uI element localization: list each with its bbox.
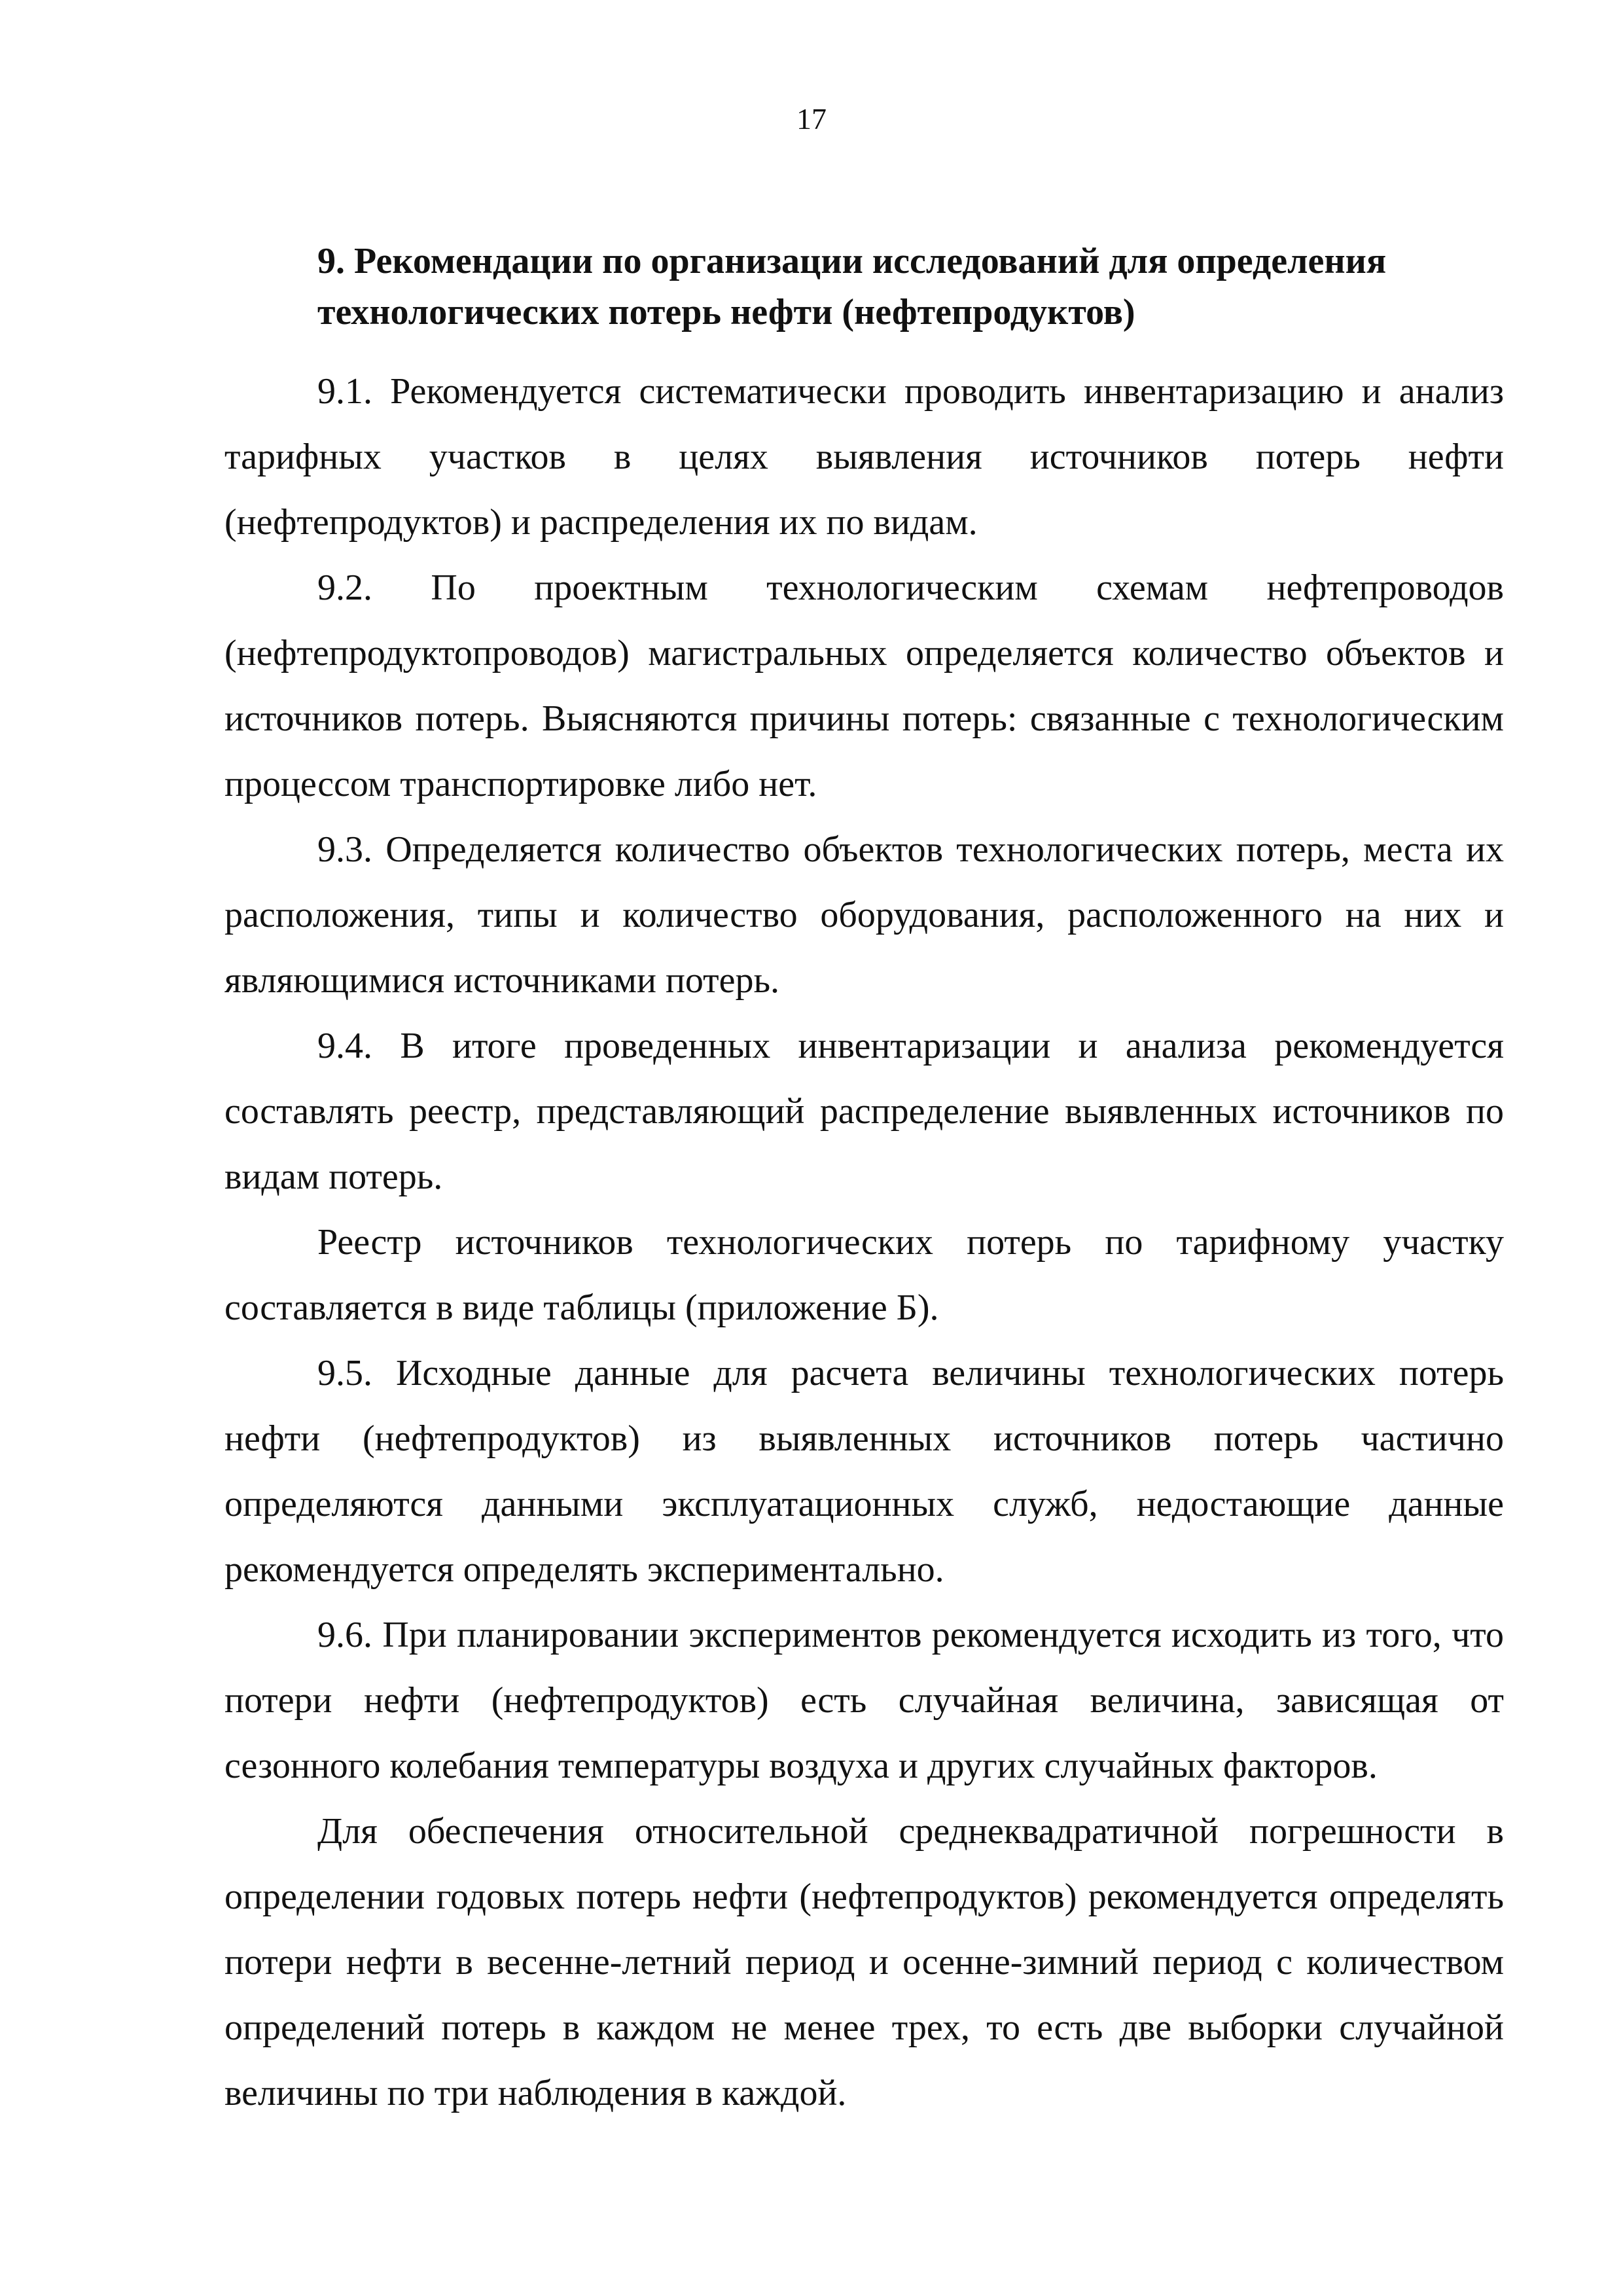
- page-number: 17: [796, 102, 827, 135]
- paragraph-accuracy: Для обеспечения относительной среднеквадратичной погрешности в определении годовых потерь нефти (нефтепродуктов) рекомендуется определять потери нефти в весенне-летний период и осенне-зимний период с количеством определений потерь в каждом не менее трех, то есть две выборки случайной величины по три наблюдения в каждой.: [224, 1811, 1504, 2113]
- section-heading-line-1: 9. Рекомендации по организации исследований для определения: [317, 241, 1387, 281]
- section-body: [224, 359, 1504, 2126]
- paragraph-9-6: 9.6. При планировании экспериментов рекомендуется исходить из того, что потери нефти (нефтепродуктов) есть случайная величина, зависящая от сезонного колебания температуры воздуха и других случайных факторов.: [224, 1615, 1504, 1786]
- paragraph-9-2: 9.2. По проектным технологическим схемам нефтепроводов (нефтепродуктопроводов) магистральных определяется количество объектов и источников потерь. Выясняются причины потерь: связанные с технологическим процессом транспортировке либо нет.: [224, 567, 1504, 804]
- section-heading: [317, 236, 1528, 338]
- paragraph-registry: Реестр источников технологических потерь по тарифному участку составляется в виде таблицы (приложение Б).: [224, 1222, 1504, 1328]
- paragraph-9-5: 9.5. Исходные данные для расчета величины технологических потерь нефти (нефтепродуктов) из выявленных источников потерь частично определяются данными эксплуатационных служб, недостающие данные рекомендуется определять экспериментально.: [224, 1353, 1504, 1590]
- paragraph-9-1: 9.1. Рекомендуется систематически проводить инвентаризацию и анализ тарифных участков в целях выявления источников потерь нефти (нефтепродуктов) и распределения их по видам.: [224, 371, 1504, 543]
- paragraph-9-4: 9.4. В итоге проведенных инвентаризации и анализа рекомендуется составлять реестр, представляющий распределение выявленных источников по видам потерь.: [224, 1026, 1504, 1197]
- paragraph-9-3: 9.3. Определяется количество объектов технологических потерь, места их расположения, типы и количество оборудования, расположенного на них и являющимися источниками потерь.: [224, 829, 1504, 1001]
- section-heading-line-2: технологических потерь нефти (нефтепродуктов): [317, 292, 1135, 332]
